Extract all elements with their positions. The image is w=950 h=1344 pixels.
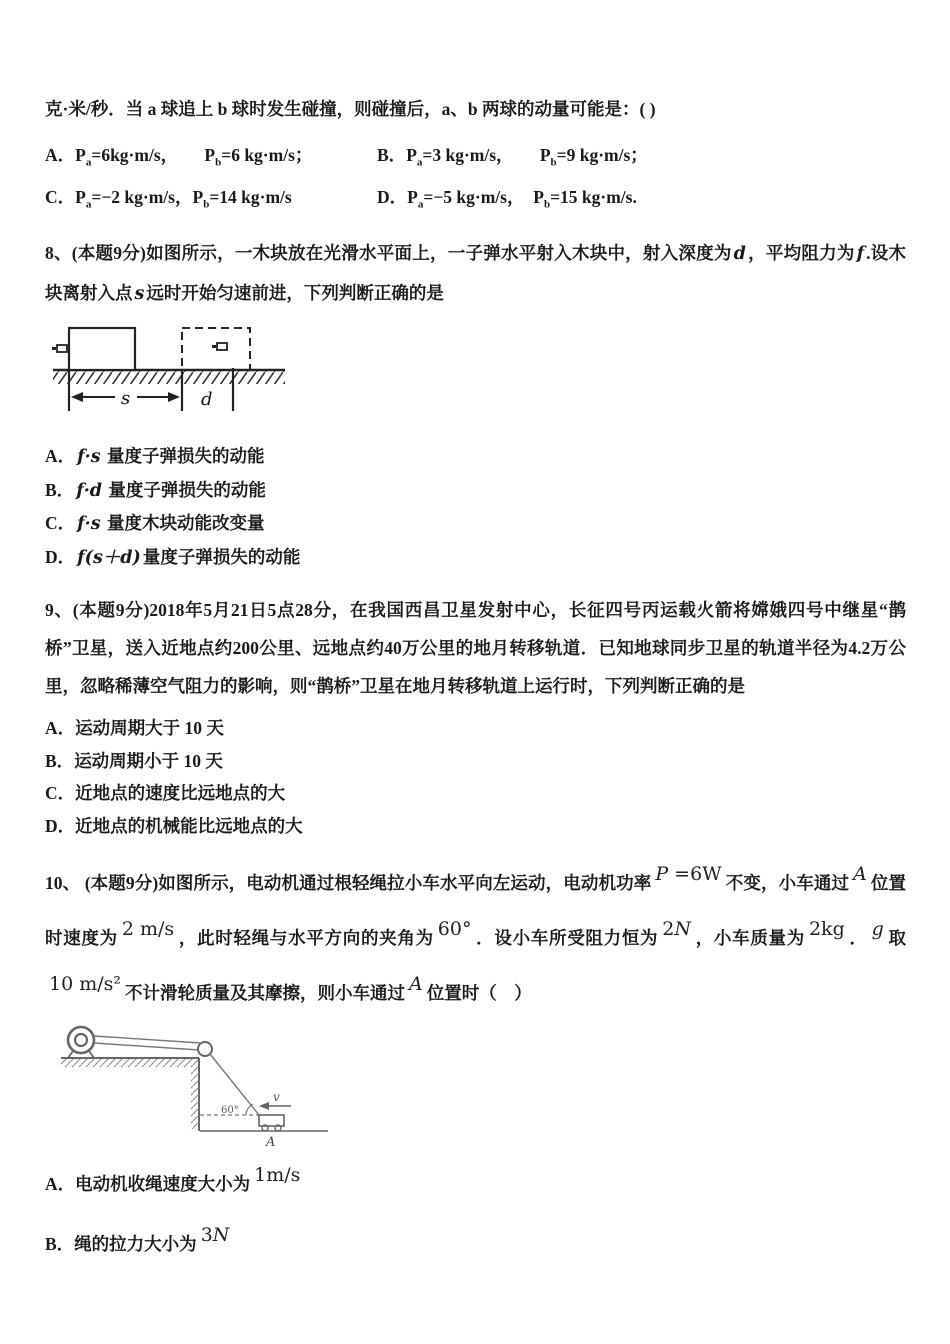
q7-options	[45, 142, 906, 210]
q8-option-a: A． f·s 量度子弹损失的动能	[45, 446, 265, 467]
q10-stem: 10、 (本题9分)如图所示，电动机通过根轻绳拉小车水平向左运动，电动机功率 P =6W 不变，小车通过 A 位置时速度为 2 m/s ，此时轻绳与水平方向的夹角为 60° ．设小车所受阻力恒为 2N ，小车质量为 2kg ． g 取10 m/s² 不计滑轮质量及其摩擦，则小车通过 A 位置时（ ）	[45, 856, 906, 1021]
cart-icon	[259, 1115, 284, 1131]
q8-options	[45, 440, 906, 574]
pulley-icon	[198, 1042, 212, 1056]
q9-options	[45, 712, 906, 842]
formula-g-value: 10 m/s²	[49, 973, 122, 995]
cliff-hatch	[191, 1067, 199, 1129]
q9-option-b: B．运动周期小于 10 天	[45, 750, 223, 771]
q7-option-d: D．$P_a=-5$ kg·m/s， $P_b=15$ kg·m/s.	[377, 186, 637, 210]
q8-figure-bullet-block	[49, 320, 299, 416]
q7-stem: 克·米/秒．当 a 球追上 b 球时发生碰撞，则碰撞后，a、b 两球的动量可能是：( )	[45, 99, 656, 119]
wood-block	[69, 328, 135, 370]
q9-option-a: A．运动周期大于 10 天	[45, 718, 224, 738]
formula-resistance: 2N	[662, 918, 691, 940]
formula-angle: 60°	[437, 918, 472, 940]
formula-speed: 2 m/s	[121, 918, 175, 940]
q10-option-b: B．绳的拉力大小为 3N	[45, 1221, 906, 1267]
formula-mass: 2kg	[808, 918, 845, 940]
formula-power: P =6W	[655, 863, 722, 885]
q8-stem: 8、(本题9分)如图所示，一木块放在光滑水平面上，一子弹水平射入木块中，射入深度为 d ，平均阻力为 f .设木块离射入点 s 远时开始匀速前进，下列判断正确的是	[45, 243, 907, 304]
q8-option-b: B． f·d 量度子弹损失的动能	[45, 479, 266, 501]
formula-g: g	[871, 918, 884, 940]
ground-hatch	[53, 371, 285, 384]
q8-option-c: C． f·s 量度木块动能改变量	[45, 513, 265, 534]
q9-option-c: C．近地点的速度比远地点的大	[45, 783, 286, 803]
velocity-label: v	[273, 1090, 280, 1104]
wood-block-dashed	[182, 328, 250, 370]
formula-rope-speed: 1m/s	[254, 1164, 301, 1186]
q10-option-a: A．电动机收绳速度大小为 1m/s	[45, 1161, 906, 1207]
q7-option-a: A．$P_a=6kg\cdot m/s$， $P_b=6$ kg·m/s；	[45, 145, 313, 169]
formula-rope-tension: 3N	[200, 1224, 230, 1246]
q7-option-b: B．$P_a=3$ kg·m/s， $P_b=9$ kg·m/s；	[377, 145, 648, 169]
bullet-icon	[52, 345, 67, 352]
motor-icon	[68, 1027, 94, 1058]
angle-label: 60°	[221, 1105, 239, 1116]
q9-stem: 9、(本题9分)2018年5月21日5点28分，在我国西昌卫星发射中心，长征四号丙运载火箭将嫦娥四号中继星“鹊桥”卫星，送入近地点约200公里、远地点约40万公里的地月转移轨道．已知地球同步卫星的轨道半径为4.2万公里，忽略稀薄空气阻力的影响，则“鹊桥”卫星在地月转移轨道上运行时，下列判断正确的是	[45, 600, 906, 696]
platform-hatch	[61, 1059, 199, 1067]
point-A-label: A	[266, 1135, 276, 1150]
formula-position-A: A	[853, 863, 867, 885]
q9-option-d: D．近地点的机械能比远地点的大	[45, 815, 303, 836]
q8-option-d: D． f(s＋d) 量度子弹损失的动能	[45, 546, 301, 568]
d-depth-label: d	[201, 389, 213, 410]
bullet-embedded-icon	[212, 343, 227, 350]
q7-option-c: C．$P_a=-2$ kg·m/s，$P_b=14$ kg·m/s	[45, 186, 292, 210]
formula-position-A2: A	[409, 973, 423, 995]
q10-figure-motor-cart	[53, 1023, 343, 1155]
velocity-arrowhead	[259, 1102, 269, 1110]
s-distance-label: s	[121, 388, 131, 409]
